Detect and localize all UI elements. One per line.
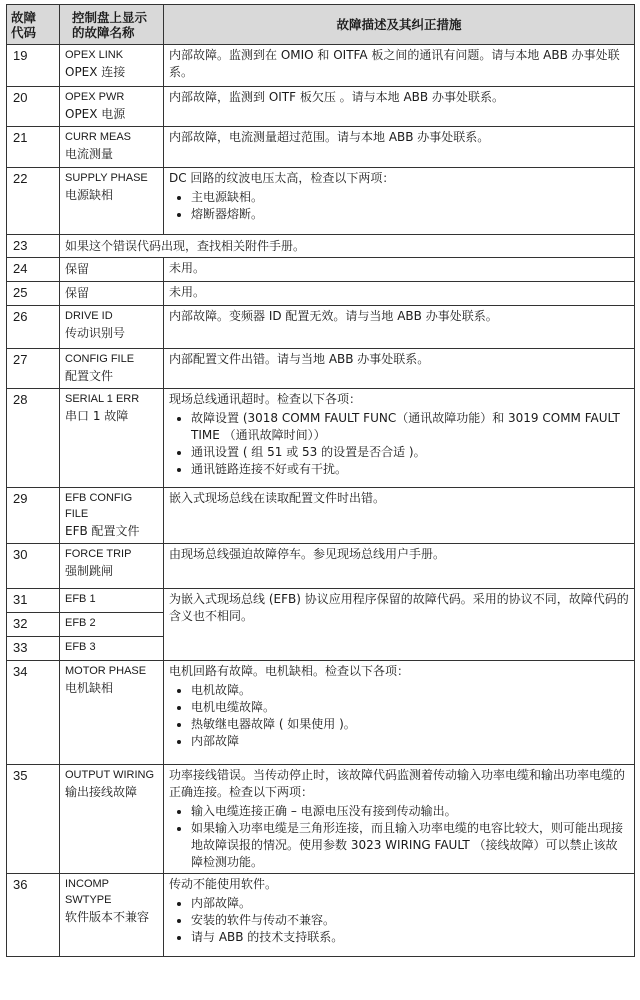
fault-description-cell — [164, 45, 635, 87]
fault-name-en: SERIAL 1 ERR — [65, 393, 140, 405]
fault-name-en: EFB CONFIG FILE — [65, 492, 133, 520]
fault-code-cell: 35 — [7, 765, 60, 874]
description-text: 嵌入式现场总线在读取配置文件时出错。 — [169, 491, 386, 505]
table-row — [7, 544, 635, 589]
fault-description-cell — [164, 349, 635, 389]
fault-name-cell — [60, 488, 164, 544]
description-text: 内部故障。监测到在 OMIO 和 OITFA 板之间的通讯有问题。请与本地 ABB 办事处联系。 — [169, 48, 620, 79]
table-header-row — [7, 5, 635, 45]
fault-name-en: CURR MEAS — [65, 131, 132, 143]
fault-code-cell: 22 — [7, 168, 60, 235]
check-list-item: • 请与 ABB 的技术支持联系。 — [191, 929, 629, 946]
header-description — [164, 5, 635, 45]
fault-name-en: MOTOR PHASE — [65, 665, 147, 677]
fault-name-cell — [60, 765, 164, 874]
fault-name-zh: 电源缺相 — [65, 188, 114, 202]
fault-name-cell — [60, 87, 164, 127]
fault-name-zh: 输出接线故障 — [65, 785, 138, 799]
fault-name-zh: 软件版本不兼容 — [65, 910, 150, 924]
merged-note-cell: 如果这个错误代码出现，查找相关附件手册。 — [60, 235, 635, 258]
check-list — [169, 189, 629, 223]
table-row — [7, 765, 635, 874]
fault-name-zh: 电机缺相 — [65, 681, 114, 695]
description-text: 传动不能使用软件。 — [169, 877, 278, 891]
fault-code-table-container — [6, 4, 634, 957]
fault-name-en: EFB 3 — [65, 641, 96, 653]
fault-name-cell — [60, 389, 164, 488]
fault-code-cell: 23 — [7, 235, 60, 258]
fault-name-zh: 电流测量 — [65, 147, 114, 161]
check-list-item: • 熔断器熔断。 — [191, 206, 629, 223]
description-text: 内部故障。变频器 ID 配置无效。请与当地 ABB 办事处联系。 — [169, 309, 498, 323]
fault-code-table — [6, 4, 635, 957]
fault-name-zh: 串口 1 故障 — [65, 409, 129, 423]
fault-description-cell — [164, 544, 635, 589]
description-text: DC 回路的纹波电压太高，检查以下两项： — [169, 171, 395, 185]
fault-code-cell: 19 — [7, 45, 60, 87]
fault-name-cell — [60, 637, 164, 661]
fault-description-cell — [164, 765, 635, 874]
fault-description-cell — [164, 589, 635, 661]
check-list-item: • 安装的软件与传动不兼容。 — [191, 912, 629, 929]
fault-description-cell — [164, 168, 635, 235]
fault-description-cell — [164, 87, 635, 127]
fault-name-zh: 配置文件 — [65, 369, 114, 383]
fault-code-cell: 32 — [7, 613, 60, 637]
description-text: 未用。 — [169, 285, 206, 299]
check-list — [169, 410, 629, 478]
fault-name-zh: OPEX 连接 — [65, 65, 126, 79]
fault-name-cell — [60, 168, 164, 235]
fault-name-cell — [60, 45, 164, 87]
fault-name-en: SUPPLY PHASE — [65, 172, 148, 184]
description-text: 功率接线错误。当传动停止时，该故障代码监测着传动输入功率电缆和输出功率电缆的正确连接。检查以下两项： — [169, 768, 626, 799]
fault-code-cell: 27 — [7, 349, 60, 389]
fault-name-zh: 保留 — [65, 286, 90, 300]
description-text: 内部故障，监测到 OITF 板欠压 。请与本地 ABB 办事处联系。 — [169, 90, 504, 104]
fault-description-cell — [164, 874, 635, 957]
table-row — [7, 389, 635, 488]
fault-name-cell — [60, 874, 164, 957]
fault-name-zh: 保留 — [65, 262, 90, 276]
description-text: 电机回路有故障。电机缺相。检查以下各项： — [169, 664, 410, 678]
fault-code-cell: 31 — [7, 589, 60, 613]
fault-description-cell — [164, 306, 635, 349]
fault-name-zh: OPEX 电源 — [65, 107, 126, 121]
fault-name-cell — [60, 282, 164, 306]
check-list-item: • 主电源缺相。 — [191, 189, 629, 206]
description-text: 现场总线通讯超时。检查以下各项： — [169, 392, 362, 406]
fault-name-en: FORCE TRIP — [65, 548, 132, 560]
check-list-item: • 通讯链路连接不好或有干扰。 — [191, 461, 629, 478]
fault-name-en: CONFIG FILE — [65, 353, 135, 365]
check-list — [169, 803, 629, 871]
table-row — [7, 258, 635, 282]
table-row — [7, 45, 635, 87]
fault-name-en: EFB 2 — [65, 617, 96, 629]
fault-name-en: OPEX LINK — [65, 49, 124, 61]
table-row — [7, 589, 635, 613]
fault-description-cell — [164, 258, 635, 282]
fault-name-cell — [60, 613, 164, 637]
table-row — [7, 87, 635, 127]
header-fault-code — [7, 5, 60, 45]
description-text: 由现场总线强迫故障停车。参见现场总线用户手册。 — [169, 547, 446, 561]
fault-description-cell — [164, 488, 635, 544]
fault-name-cell — [60, 349, 164, 389]
header-description-label: 故障描述及其纠正措施 — [336, 17, 462, 32]
table-row — [7, 282, 635, 306]
table-row — [7, 349, 635, 389]
table-row — [7, 127, 635, 168]
description-text: 未用。 — [169, 261, 206, 275]
check-list-item: • 故障设置 (3018 COMM FAULT FUNC（通讯故障功能）和 3019 COMM FAULT TIME （通讯故障时间）） — [191, 410, 629, 444]
fault-code-cell: 33 — [7, 637, 60, 661]
table-row — [7, 874, 635, 957]
table-row — [7, 168, 635, 235]
table-row — [7, 235, 635, 258]
fault-code-cell: 24 — [7, 258, 60, 282]
fault-name-en: OUTPUT WIRING — [65, 769, 155, 781]
fault-description-cell — [164, 282, 635, 306]
fault-name-en: DRIVE ID — [65, 310, 113, 322]
check-list — [169, 682, 629, 750]
fault-name-cell — [60, 258, 164, 282]
header-fault-code-label: 故障 代码 — [11, 9, 37, 40]
fault-code-cell: 34 — [7, 661, 60, 765]
fault-code-cell: 28 — [7, 389, 60, 488]
fault-name-cell — [60, 127, 164, 168]
header-panel-name-label: 控制盘上显示 的故障名称 — [72, 9, 148, 40]
fault-description-cell — [164, 127, 635, 168]
description-text: 为嵌入式现场总线 (EFB) 协议应用程序保留的故障代码。采用的协议不同，故障代码的含义也不相同。 — [169, 592, 629, 623]
table-row — [7, 661, 635, 765]
fault-name-en: OPEX PWR — [65, 91, 125, 103]
check-list-item: • 内部故障 — [191, 733, 629, 750]
fault-name-zh: 强制跳闸 — [65, 564, 114, 578]
fault-code-cell: 21 — [7, 127, 60, 168]
check-list-item: • 输入电缆连接正确 – 电源电压没有接到传动输出。 — [191, 803, 629, 820]
fault-code-cell: 36 — [7, 874, 60, 957]
fault-code-cell: 26 — [7, 306, 60, 349]
fault-code-cell: 30 — [7, 544, 60, 589]
description-text: 内部配置文件出错。请与当地 ABB 办事处联系。 — [169, 352, 430, 366]
check-list-item: • 如果输入功率电缆是三角形连接，而且输入功率电缆的电容比较大，则可能出现接地故障误报的情况。使用参数 3023 WIRING FAULT （接线故障）可以禁止该故障检测功能。 — [191, 820, 629, 871]
fault-name-cell — [60, 544, 164, 589]
fault-name-en: INCOMP SWTYPE — [65, 878, 112, 906]
header-panel-name — [60, 5, 164, 45]
fault-name-en: EFB 1 — [65, 593, 96, 605]
fault-name-cell — [60, 589, 164, 613]
fault-name-cell — [60, 661, 164, 765]
table-body — [7, 45, 635, 957]
description-text: 内部故障，电流测量超过范围。请与本地 ABB 办事处联系。 — [169, 130, 490, 144]
check-list-item: • 热敏继电器故障 ( 如果使用 )。 — [191, 716, 629, 733]
fault-name-zh: 传动识别号 — [65, 326, 126, 340]
fault-code-cell: 25 — [7, 282, 60, 306]
fault-description-cell — [164, 389, 635, 488]
check-list-item: • 通讯设置 ( 组 51 或 53 的设置是否合适 )。 — [191, 444, 629, 461]
fault-description-cell — [164, 661, 635, 765]
fault-name-zh: EFB 配置文件 — [65, 524, 140, 538]
check-list-item: • 内部故障。 — [191, 895, 629, 912]
fault-code-cell: 29 — [7, 488, 60, 544]
table-row — [7, 306, 635, 349]
table-row — [7, 488, 635, 544]
fault-name-cell — [60, 306, 164, 349]
fault-code-cell: 20 — [7, 87, 60, 127]
check-list-item: • 电机电缆故障。 — [191, 699, 629, 716]
check-list — [169, 895, 629, 946]
check-list-item: • 电机故障。 — [191, 682, 629, 699]
